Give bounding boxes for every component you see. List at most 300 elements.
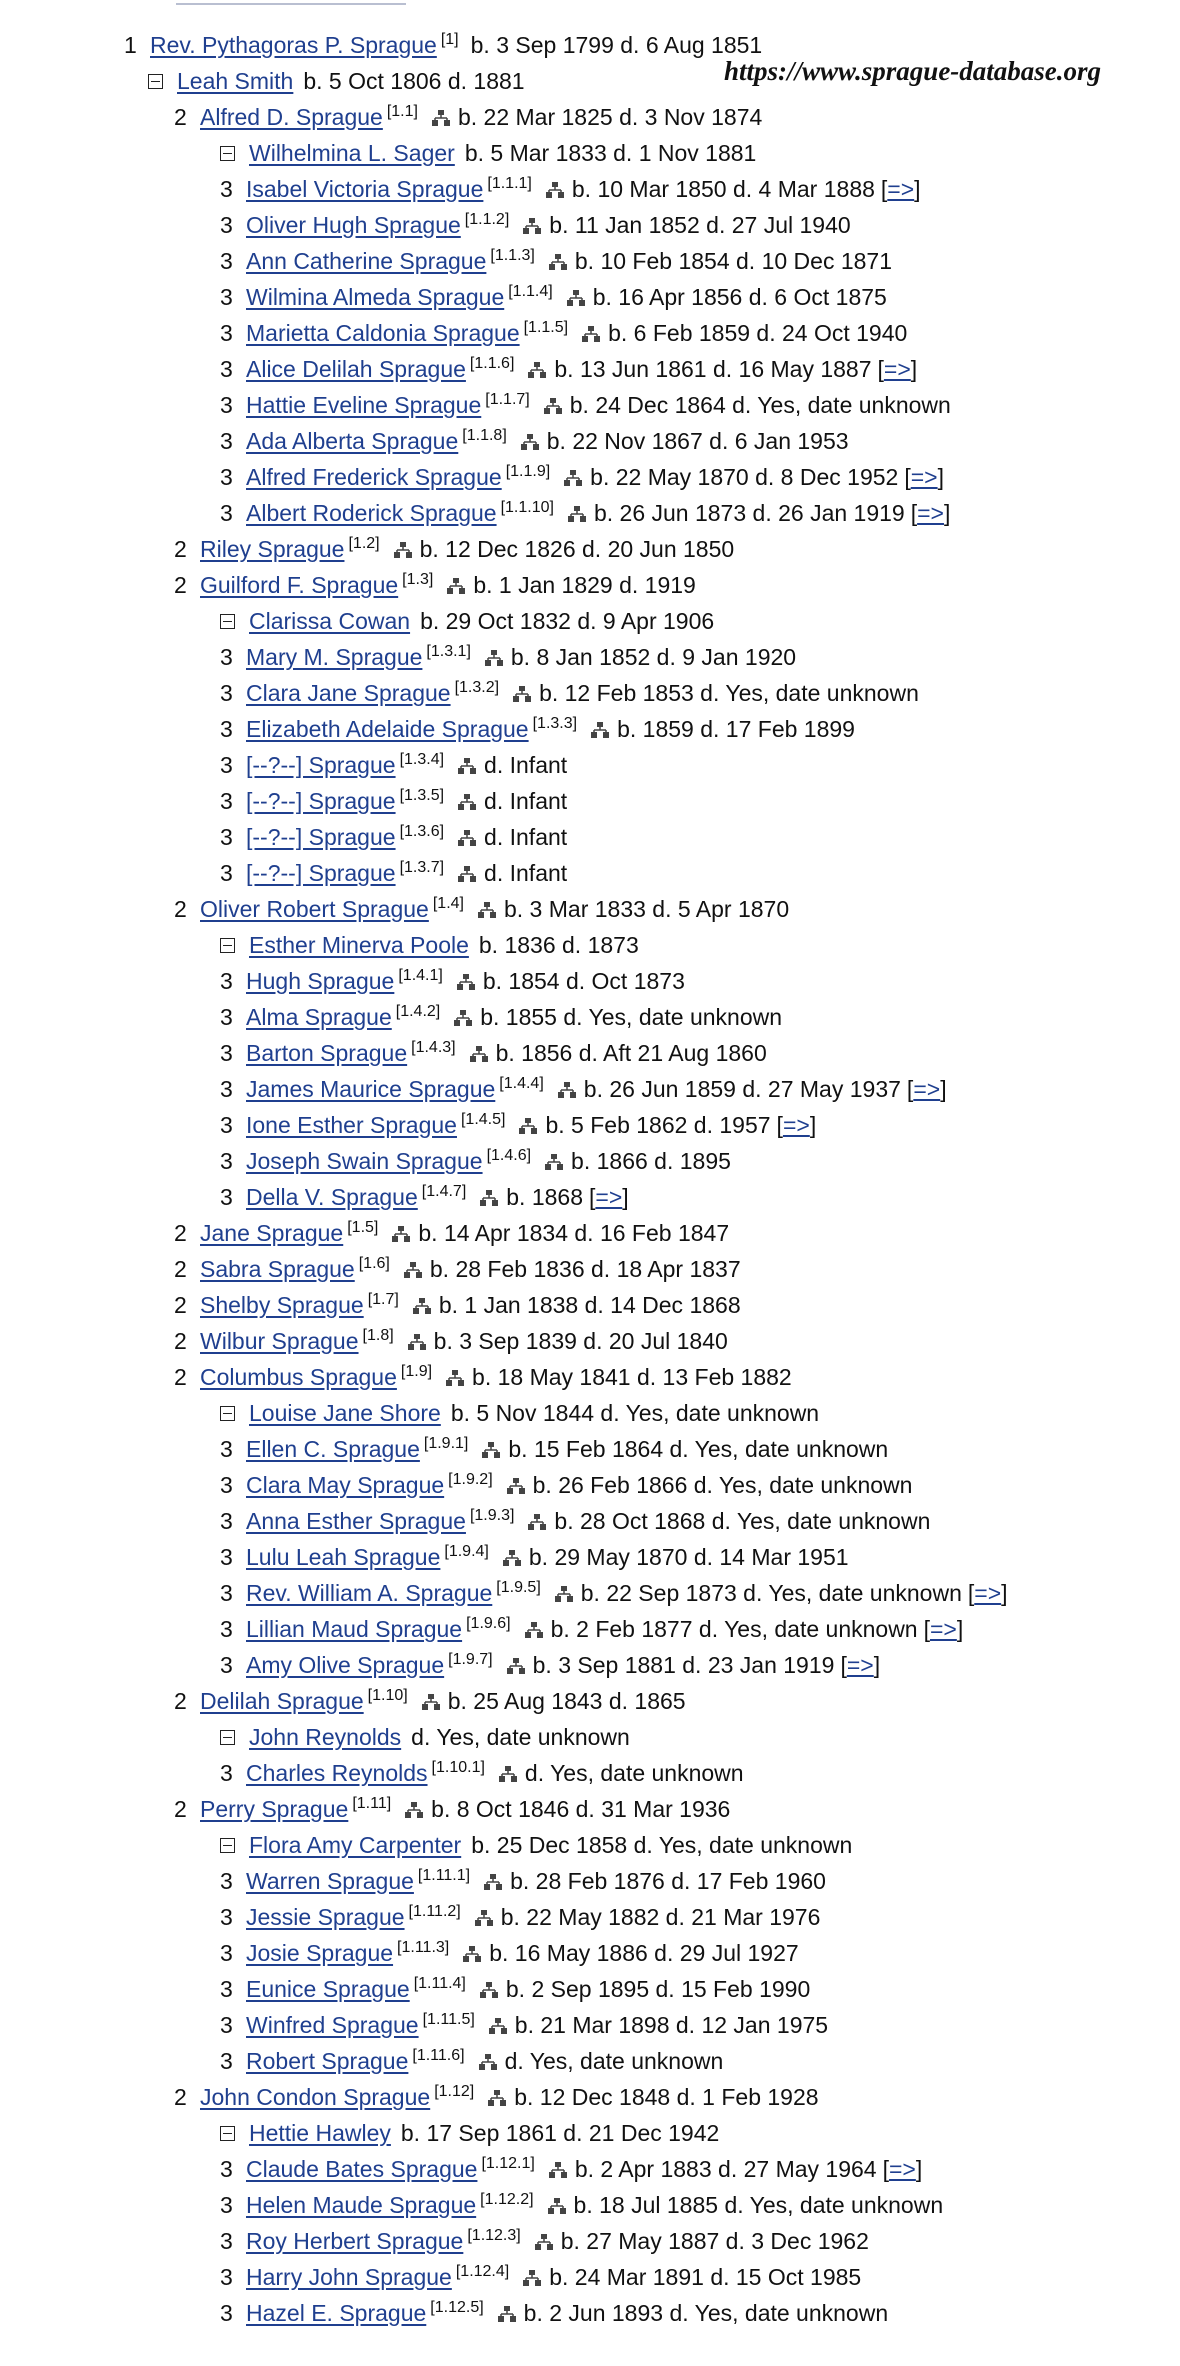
family-tree-icon[interactable] [470,1036,488,1052]
reference-number: [1.3.3] [532,715,578,732]
person-row [0,2043,1180,2079]
person-row [0,675,1180,711]
life-dates: d. Infant [484,860,568,886]
family-tree-icon[interactable] [408,1324,426,1340]
life-dates: b. 1856 d. Aft 21 Aug 1860 [495,1040,767,1066]
person-row [0,891,1180,927]
family-tree-icon[interactable] [535,2224,553,2240]
spouse-dates: d. Yes, date unknown [411,1724,630,1750]
family-tree-icon[interactable] [404,1252,422,1268]
reference-number: [1.12.3] [467,2227,521,2244]
person-row [0,1323,1180,1359]
person-link[interactable]: Eunice Sprague [246,1976,410,2002]
life-dates: b. 26 Jun 1873 d. 26 Jan 1919 [593,500,905,526]
life-dates: b. 1859 d. 17 Feb 1899 [617,716,855,742]
life-dates: b. 22 Mar 1825 d. 3 Nov 1874 [457,104,763,130]
life-dates: b. 14 Apr 1834 d. 16 Feb 1847 [418,1220,730,1246]
person-link[interactable]: Wilmina Almeda Sprague [246,284,505,310]
reference-number: [1.11.3] [397,1939,450,1956]
person-row [0,711,1180,747]
person-row [0,783,1180,819]
more-generations-link[interactable]: => [883,356,911,382]
reference-number: [1.5] [347,1219,379,1236]
life-dates: b. 24 Mar 1891 d. 15 Oct 1985 [549,2264,862,2290]
generation-number: 3 [220,1616,233,1642]
person-link[interactable]: [--?--] Sprague [246,752,396,778]
person-row [0,459,1180,495]
family-tree-icon[interactable] [507,1468,525,1484]
life-dates: b. 12 Dec 1826 d. 20 Jun 1850 [419,536,735,562]
life-dates: b. 18 Jul 1885 d. Yes, date unknown [573,2192,944,2218]
reference-number: [1.1.7] [485,391,530,408]
reference-number: [1.4.7] [421,1183,467,1200]
person-link[interactable]: Rev. William A. Sprague [246,1580,493,1606]
reference-number: [1.3.7] [399,859,445,876]
person-link[interactable]: Oliver Hugh Sprague [246,212,461,238]
generation-number: 2 [174,1328,187,1354]
person-row [0,2187,1180,2223]
family-tree-icon[interactable] [555,1576,573,1592]
family-tree-icon[interactable] [482,1432,500,1448]
person-row [0,99,1180,135]
spouse-link[interactable]: Clarissa Cowan [249,608,411,634]
generation-number: 3 [220,1940,233,1966]
life-dates: b. 22 May 1882 d. 21 Mar 1976 [500,1904,821,1930]
person-row [0,1755,1180,1791]
collapse-toggle-icon[interactable] [220,1406,235,1421]
person-link[interactable]: Ione Esther Sprague [246,1112,457,1138]
family-tree-icon[interactable] [480,1972,498,1988]
collapse-toggle-icon[interactable] [220,614,235,629]
person-link[interactable]: Claude Bates Sprague [246,2156,478,2182]
reference-number: [1.1.9] [505,463,551,480]
reference-number: [1.12.4] [455,2263,510,2280]
life-dates: b. 2 Jun 1893 d. Yes, date unknown [523,2300,889,2326]
person-link[interactable]: Marietta Caldonia Sprague [246,320,520,346]
family-tree-icon[interactable] [480,1180,498,1196]
life-dates: b. 1854 d. Oct 1873 [482,968,685,994]
life-dates: b. 8 Jan 1852 d. 9 Jan 1920 [510,644,797,670]
family-tree-icon[interactable] [545,1144,563,1160]
family-tree-icon[interactable] [549,244,567,260]
person-link[interactable]: Albert Roderick Sprague [246,500,497,526]
generation-number: 2 [174,1688,187,1714]
person-link[interactable]: Columbus Sprague [200,1364,397,1390]
person-link[interactable]: [--?--] Sprague [246,824,396,850]
family-tree-icon[interactable] [564,460,582,476]
more-generations-link[interactable]: => [910,464,938,490]
reference-number: [1.9.7] [448,1651,493,1668]
person-row [0,1503,1180,1539]
spouse-link[interactable]: Flora Amy Carpenter [249,1832,462,1858]
reference-number: [1.4.2] [395,1003,441,1020]
spouse-row [0,1827,1180,1863]
family-tree-icon[interactable] [558,1072,576,1088]
generation-number: 2 [174,1796,187,1822]
family-tree-icon[interactable] [405,1792,423,1808]
collapse-toggle-icon[interactable] [220,938,235,953]
family-tree-icon[interactable] [519,1108,537,1124]
more-link-wrapper: [=>] [776,1112,817,1138]
person-row [0,855,1180,891]
person-row [0,2079,1180,2115]
person-row [0,495,1180,531]
spouse-link[interactable]: Hettie Hawley [249,2120,391,2146]
more-link-wrapper: [=>] [882,2156,923,2182]
person-link[interactable]: Jessie Sprague [246,1904,405,1930]
person-link[interactable]: John Condon Sprague [200,2084,431,2110]
life-dates: b. 18 May 1841 d. 13 Feb 1882 [472,1364,792,1390]
person-link[interactable]: Ann Catherine Sprague [246,248,487,274]
life-dates: b. 11 Jan 1852 d. 27 Jul 1940 [549,212,851,238]
person-link[interactable]: Clara May Sprague [246,1472,445,1498]
person-row [0,2223,1180,2259]
top-edge [0,0,1180,8]
spouse-dates: b. 5 Nov 1844 d. Yes, date unknown [450,1400,820,1426]
life-dates: b. 16 Apr 1856 d. 6 Oct 1875 [592,284,887,310]
person-row [0,1647,1180,1683]
family-tree-icon[interactable] [544,388,562,404]
person-link[interactable]: Hazel E. Sprague [246,2300,427,2326]
person-row [0,1071,1180,1107]
person-row [0,1431,1180,1467]
reference-number: [1.3.6] [399,823,445,840]
reference-number: [1.4.1] [398,967,443,984]
generation-number: 3 [220,1472,233,1498]
collapse-toggle-icon[interactable] [148,74,163,89]
person-link[interactable]: Roy Herbert Sprague [246,2228,464,2254]
family-tree-icon[interactable] [463,1936,481,1952]
family-tree-icon[interactable] [525,1612,543,1628]
generation-number: 3 [220,2300,233,2326]
reference-number: [1.3] [402,571,434,588]
cropped-header-link[interactable] [176,0,406,5]
family-tree-icon[interactable] [458,748,476,764]
person-link[interactable]: Shelby Sprague [200,1292,364,1318]
family-tree-icon[interactable] [475,1900,493,1916]
life-dates: b. 22 Sep 1873 d. Yes, date unknown [580,1580,962,1606]
reference-number: [1.12.1] [481,2155,535,2172]
person-row [0,1287,1180,1323]
site-watermark: https://www.sprague-database.org [724,56,1102,86]
person-link[interactable]: Ellen C. Sprague [246,1436,420,1462]
reference-number: [1.11.6] [412,2047,465,2064]
more-link-wrapper: [=>] [904,464,944,490]
generation-number: 3 [220,1184,233,1210]
person-link[interactable]: Alma Sprague [246,1004,392,1030]
reference-number: [1.11.4] [413,1975,466,1992]
person-link[interactable]: Isabel Victoria Sprague [246,176,484,202]
family-tree-icon[interactable] [523,208,541,224]
more-link-wrapper: [=>] [877,356,918,382]
generation-number: 3 [220,1040,233,1066]
person-link[interactable]: Perry Sprague [200,1796,349,1822]
family-tree-icon[interactable] [498,2296,516,2312]
generation-number: 2 [174,1256,187,1282]
person-link[interactable]: Josie Sprague [246,1940,394,1966]
life-dates: d. Infant [484,824,568,850]
family-tree-icon[interactable] [454,1000,472,1016]
family-tree-icon[interactable] [446,1360,464,1376]
more-link-wrapper: [=>] [967,1580,1008,1606]
generation-number: 3 [220,1544,233,1570]
more-generations-link[interactable]: => [846,1652,874,1678]
person-link[interactable]: Delilah Sprague [200,1688,364,1714]
generation-number: 3 [220,248,233,274]
life-dates: b. 1866 d. 1895 [571,1148,731,1174]
person-link[interactable]: James Maurice Sprague [246,1076,496,1102]
generation-number: 3 [220,1580,233,1606]
life-dates: b. 26 Feb 1866 d. Yes, date unknown [532,1472,913,1498]
reference-number: [1.2] [348,535,380,552]
family-tree-icon[interactable] [447,568,465,584]
more-generations-link[interactable]: => [974,1580,1002,1606]
generation-number: 3 [220,428,233,454]
family-tree-icon[interactable] [567,280,585,296]
reference-number: [1.12.5] [430,2299,484,2316]
family-tree-icon[interactable] [432,100,450,116]
family-tree-icon[interactable] [523,2260,541,2276]
family-tree-icon[interactable] [394,532,412,548]
reference-number: [1.4.6] [486,1147,532,1164]
person-link[interactable]: Rev. Pythagoras P. Sprague [150,32,437,58]
person-link[interactable]: Clara Jane Sprague [246,680,451,706]
person-link[interactable]: Winfred Sprague [246,2012,419,2038]
generation-number: 2 [174,536,187,562]
reference-number: [1.4] [432,895,464,912]
collapse-toggle-icon[interactable] [220,1730,235,1745]
family-tree-icon[interactable] [392,1216,410,1232]
generation-number: 3 [220,2156,233,2182]
family-tree-icon[interactable] [485,640,503,656]
person-row [0,1035,1180,1071]
life-dates: d. Yes, date unknown [524,1760,744,1786]
life-dates: b. 12 Feb 1853 d. Yes, date unknown [539,680,919,706]
life-dates: b. 13 Jun 1861 d. 16 May 1887 [554,356,872,382]
generation-number: 3 [220,1508,233,1534]
family-tree-icon[interactable] [458,820,476,836]
life-dates: b. 1868 [506,1184,584,1210]
generation-number: 2 [174,572,187,598]
person-row [0,1683,1180,1719]
family-tree-icon[interactable] [458,856,476,872]
life-dates: b. 1855 d. Yes, date unknown [480,1004,783,1030]
spouse-link[interactable]: John Reynolds [249,1724,402,1750]
person-link[interactable]: Sabra Sprague [200,1256,355,1282]
spouse-dates: b. 29 Oct 1832 d. 9 Apr 1906 [420,608,715,634]
generation-number: 3 [220,2264,233,2290]
generation-number: 3 [220,860,233,886]
person-link[interactable]: [--?--] Sprague [246,788,396,814]
spouse-row [0,1395,1180,1431]
generation-number: 2 [174,896,187,922]
generation-number: 3 [220,644,233,670]
person-link[interactable]: Harry John Sprague [246,2264,452,2290]
life-dates: b. 29 May 1870 d. 14 Mar 1951 [528,1544,849,1570]
spouse-link[interactable]: Louise Jane Shore [249,1400,441,1426]
person-row [0,1935,1180,1971]
family-tree-icon[interactable] [582,316,600,332]
person-row [0,747,1180,783]
life-dates: b. 3 Sep 1799 d. 6 Aug 1851 [470,32,763,58]
person-link[interactable]: Alfred D. Sprague [200,104,383,130]
family-tree-icon[interactable] [503,1540,521,1556]
person-link[interactable]: Lulu Leah Sprague [246,1544,441,1570]
person-link[interactable]: Ada Alberta Sprague [246,428,459,454]
person-link[interactable]: Della V. Sprague [246,1184,418,1210]
spouse-link[interactable]: Leah Smith [177,68,294,94]
person-link[interactable]: Mary M. Sprague [246,644,423,670]
person-link[interactable]: Amy Olive Sprague [246,1652,445,1678]
more-generations-link[interactable]: => [888,2156,916,2182]
more-generations-link[interactable]: => [917,500,944,526]
person-row [0,207,1180,243]
person-row [0,2151,1180,2187]
life-dates: b. 3 Mar 1833 d. 5 Apr 1870 [503,896,790,922]
life-dates: b. 24 Dec 1864 d. Yes, date unknown [569,392,951,418]
family-tree-icon[interactable] [499,1756,517,1772]
reference-number: [1.3.1] [426,643,471,660]
generation-number: 3 [220,1436,233,1462]
spouse-dates: b. 25 Dec 1858 d. Yes, date unknown [471,1832,853,1858]
person-row [0,1539,1180,1575]
more-generations-link[interactable]: => [913,1076,941,1102]
family-tree-icon[interactable] [422,1684,440,1700]
person-link[interactable]: Alice Delilah Sprague [246,356,466,382]
life-dates: b. 2 Feb 1877 d. Yes, date unknown [550,1616,918,1642]
person-link[interactable]: Jane Sprague [200,1220,344,1246]
family-tree-icon[interactable] [413,1288,431,1304]
more-link-wrapper: [=>] [880,176,921,202]
reference-number: [1.4.5] [460,1111,506,1128]
person-row [0,1791,1180,1827]
reference-number: [1.9.5] [496,1579,541,1596]
family-tree-icon[interactable] [488,2080,506,2096]
collapse-toggle-icon[interactable] [220,146,235,161]
more-generations-link[interactable]: => [929,1616,957,1642]
spouse-row [0,927,1180,963]
reference-number: [1.9] [400,1363,433,1380]
spouse-row [0,63,1180,99]
family-tree-icon[interactable] [549,2152,567,2168]
person-link[interactable]: Riley Sprague [200,536,345,562]
life-dates: b. 28 Feb 1836 d. 18 Apr 1837 [429,1256,741,1282]
generation-number: 2 [174,1292,187,1318]
reference-number: [1.1] [386,103,418,120]
family-tree-icon[interactable] [479,2044,497,2060]
generation-number: 3 [220,284,233,310]
person-link[interactable]: Wilbur Sprague [200,1328,359,1354]
generation-number: 3 [220,680,233,706]
family-tree-icon[interactable] [528,1504,546,1520]
person-row [0,423,1180,459]
person-row [0,387,1180,423]
person-link[interactable]: [--?--] Sprague [246,860,396,886]
family-tree-icon[interactable] [568,496,586,512]
person-row [0,963,1180,999]
life-dates: b. 10 Mar 1850 d. 4 Mar 1888 [571,176,875,202]
generation-number: 2 [174,2084,187,2110]
reference-number: [1.10.1] [431,1759,485,1776]
family-tree-icon[interactable] [484,1864,502,1880]
life-dates: b. 22 Nov 1867 d. 6 Jan 1953 [546,428,849,454]
person-link[interactable]: Robert Sprague [246,2048,409,2074]
family-tree-icon[interactable] [457,964,475,980]
family-tree-icon[interactable] [489,2008,507,2024]
person-link[interactable]: Guilford F. Sprague [200,572,399,598]
generation-number: 3 [220,1868,233,1894]
life-dates: b. 3 Sep 1881 d. 23 Jan 1919 [532,1652,835,1678]
generation-number: 1 [124,32,137,58]
generation-number: 3 [220,824,233,850]
reference-number: [1.8] [362,1327,394,1344]
more-generations-link[interactable]: => [595,1184,623,1210]
person-link[interactable]: Lillian Maud Sprague [246,1616,463,1642]
collapse-toggle-icon[interactable] [220,2126,235,2141]
person-row [0,2295,1180,2331]
person-link[interactable]: Oliver Robert Sprague [200,896,429,922]
generation-number: 3 [220,2192,233,2218]
spouse-link[interactable]: Esther Minerva Poole [249,932,469,958]
person-link[interactable]: Anna Esther Sprague [246,1508,466,1534]
person-link[interactable]: Helen Maude Sprague [246,2192,477,2218]
more-link-wrapper: [=>] [910,500,951,526]
family-tree-icon[interactable] [546,172,564,188]
person-link[interactable]: Hattie Eveline Sprague [246,392,482,418]
person-row [0,2007,1180,2043]
reference-number: [1.6] [358,1255,390,1272]
family-tree-icon[interactable] [548,2188,566,2204]
generation-number: 2 [174,1364,187,1390]
more-generations-link[interactable]: => [782,1112,810,1138]
person-row [0,1575,1180,1611]
person-row [0,1611,1180,1647]
family-tree-icon[interactable] [507,1648,525,1664]
generation-number: 3 [220,176,233,202]
spouse-link[interactable]: Wilhelmina L. Sager [249,140,455,166]
person-link[interactable]: Charles Reynolds [246,1760,428,1786]
generation-number: 3 [220,500,233,526]
person-link[interactable]: Alfred Frederick Sprague [246,464,502,490]
reference-number: [1.9.2] [448,1471,493,1488]
person-link[interactable]: Joseph Swain Sprague [246,1148,483,1174]
reference-number: [1.7] [367,1291,399,1308]
generation-number: 3 [220,1148,233,1174]
more-generations-link[interactable]: => [887,176,915,202]
collapse-toggle-icon[interactable] [220,1838,235,1853]
family-tree-icon[interactable] [513,676,531,692]
generation-number: 2 [174,104,187,130]
family-tree-icon[interactable] [521,424,539,440]
person-link[interactable]: Warren Sprague [246,1868,414,1894]
reference-number: [1.1.10] [500,499,554,516]
reference-number: [1.3.2] [454,679,500,696]
life-dates: b. 28 Oct 1868 d. Yes, date unknown [554,1508,931,1534]
family-tree-icon[interactable] [591,712,609,728]
life-dates: b. 22 May 1870 d. 8 Dec 1952 [590,464,899,490]
family-tree-icon[interactable] [478,892,496,908]
person-link[interactable]: Hugh Sprague [246,968,395,994]
generation-number: 3 [220,1760,233,1786]
family-tree-icon[interactable] [528,352,546,368]
reference-number: [1.1.2] [464,211,510,228]
reference-number: [1.9.6] [466,1615,511,1632]
person-link[interactable]: Barton Sprague [246,1040,408,1066]
person-link[interactable]: Elizabeth Adelaide Sprague [246,716,529,742]
family-tree-icon[interactable] [458,784,476,800]
person-row [0,1359,1180,1395]
life-dates: b. 2 Sep 1895 d. 15 Feb 1990 [505,1976,811,2002]
